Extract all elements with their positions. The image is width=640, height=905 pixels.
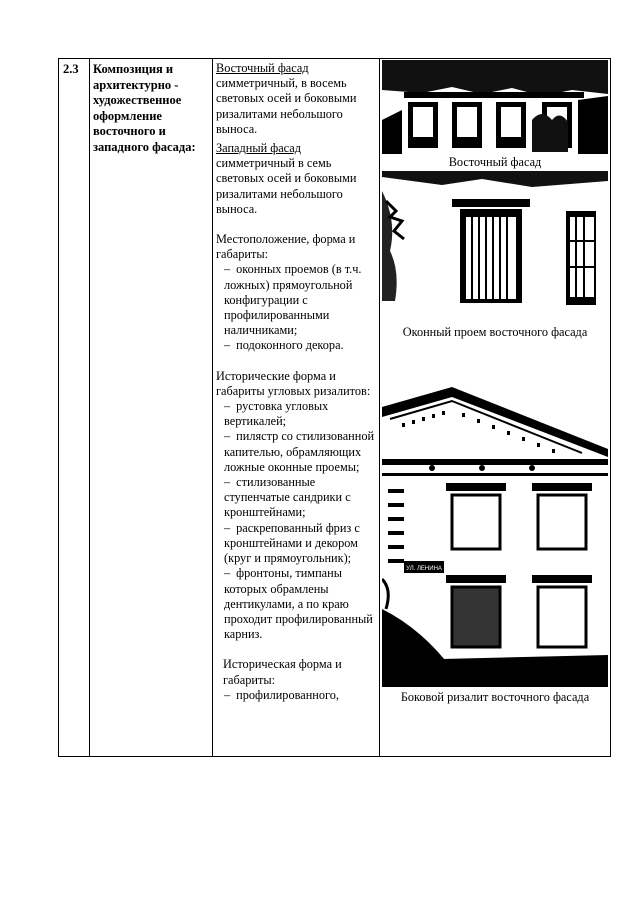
west-facade-title: Западный фасад: [216, 141, 301, 156]
characteristics-table: [58, 58, 611, 757]
list-item: – раскрепованный фриз с кронштейнами и декором (круг и прямоугольник);: [224, 520, 360, 566]
location-intro: Местоположение, форма и габариты:: [216, 232, 356, 262]
list-item-text: рустовка угловых вертикалей;: [224, 399, 329, 429]
list-item: – рустовка угловых вертикалей;: [224, 399, 329, 429]
row-heading: Композиция и архитектурно - художественное оформление восточного и западного фасада:: [90, 59, 213, 757]
list-item: – стилизованные ступенчатые сандрики с кронштейнами;: [224, 475, 351, 520]
list-item: – фронтоны, тимпаны которых обрамлены дентикулами, а по краю проходит профилированный карниз.: [224, 566, 373, 642]
east-facade-photo: [382, 60, 608, 154]
list-item-text: пилястр со стилизованной капителью, обрамляющих ложные оконные проемы;: [224, 429, 375, 474]
caption-east-facade: Восточный фасад: [448, 155, 542, 169]
historic-list: [216, 688, 376, 703]
description-cell: [213, 59, 380, 757]
corner-list: [216, 399, 376, 642]
list-item-text: фронтоны, тимпаны которых обрамлены дентикулами, а по краю проходит профилированный карниз.: [224, 566, 373, 642]
historic-intro: Историческая форма и габариты:: [223, 657, 342, 687]
list-item: – оконных проемов (в т.ч. ложных) прямоугольной конфигурации с профилированными наличниками;: [224, 262, 362, 338]
caption-window: Оконный проем восточного фасада: [402, 325, 588, 339]
location-list: [216, 262, 376, 353]
corner-intro: Исторические форма и габариты угловых ризалитов:: [216, 368, 371, 398]
west-facade-body: симметричный в семь световых осей и боковыми ризалитами небольшого выноса.: [216, 156, 357, 216]
list-item-text: подоконного декора.: [236, 338, 344, 353]
list-item-text: профилированного,: [236, 687, 339, 702]
list-item-text: стилизованные ступенчатые сандрики с кронштейнами;: [224, 475, 351, 520]
list-item: – профилированного,: [224, 687, 339, 702]
images-cell: [380, 59, 611, 757]
east-facade-title: Восточный фасад: [216, 61, 309, 75]
caption-risalit: Боковой ризалит восточного фасада: [400, 690, 590, 704]
risalit-photo: [382, 379, 608, 687]
list-item: – подоконного декора.: [224, 338, 344, 353]
table-row: [59, 59, 611, 757]
list-item-text: оконных проемов (в т.ч. ложных) прямоугольной конфигурации с профилированными наличниками;: [224, 262, 362, 338]
list-item-text: раскрепованный фриз с кронштейнами и декором (круг и прямоугольник);: [224, 520, 360, 566]
street-sign-text: УЛ. ЛЕНИНА: [406, 566, 442, 572]
east-facade-body: симметричный, в восемь световых осей и боковыми ризалитами небольшого выноса.: [216, 76, 357, 136]
list-item: – пилястр со стилизованной капителью, обрамляющих ложные оконные проемы;: [224, 429, 375, 474]
window-photo: [382, 171, 608, 311]
row-number: 2.3: [59, 59, 90, 757]
